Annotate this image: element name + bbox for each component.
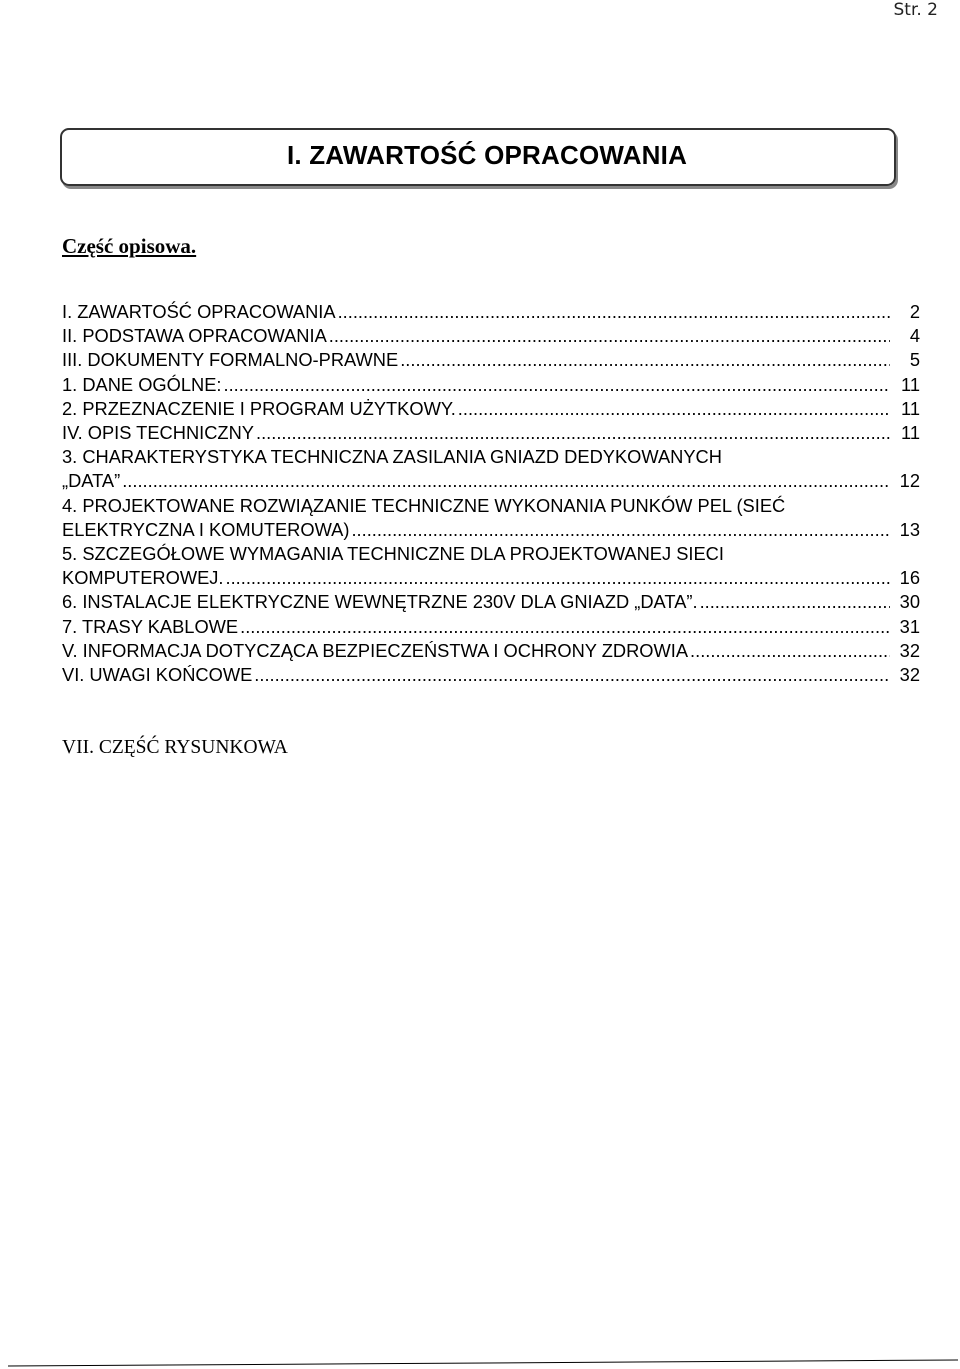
toc-page-number: 11 <box>901 397 920 419</box>
toc-entry-title: „DATA” <box>62 470 121 492</box>
toc-entry-title: 5. SZCZEGÓŁOWE WYMAGANIA TECHNICZNE DLA PROJEKTOWANEJ SIECI <box>62 543 724 565</box>
toc-entry-title: 7. TRASY KABLOWE <box>62 615 239 637</box>
toc-entry-title: IV. OPIS TECHNICZNY <box>62 422 254 444</box>
toc-entry-title: V. INFORMACJA DOTYCZĄCA BEZPIECZEŃSTWA I OCHRONY ZDROWIA <box>62 639 689 661</box>
toc-leader-dots <box>400 348 890 372</box>
toc-entry-title: III. DOKUMENTY FORMALNO-PRAWNE <box>62 349 399 371</box>
toc-page-number: 30 <box>899 591 920 613</box>
toc-leader-dots <box>254 663 890 687</box>
toc-entry[interactable] <box>62 494 920 542</box>
descriptive-part-heading: Część opisowa. <box>62 234 197 258</box>
toc-entry-title: 2. PRZEZNACZENIE I PROGRAM UŻYTKOWY. <box>62 397 456 419</box>
toc-page-number: 5 <box>909 349 920 371</box>
toc-page-number: 11 <box>901 422 920 444</box>
toc-leader-dots <box>122 469 890 493</box>
toc-entry[interactable] <box>62 421 920 445</box>
toc-leader-dots <box>338 300 890 324</box>
toc-page-number: 2 <box>909 301 920 322</box>
toc-entry[interactable] <box>62 590 920 614</box>
toc-page-number: 32 <box>899 639 920 661</box>
toc-entry[interactable] <box>62 397 920 421</box>
toc-leader-dots <box>226 566 891 590</box>
toc-leader-dots <box>224 373 891 397</box>
drawing-part-heading: VII. CZĘŚĆ RYSUNKOWA <box>62 737 288 758</box>
toc-page-number: 4 <box>909 325 920 347</box>
toc-entry-title: I. ZAWARTOŚĆ OPRACOWANIA <box>62 301 336 322</box>
table-of-contents <box>62 300 920 687</box>
toc-entry[interactable] <box>62 542 920 590</box>
toc-entry[interactable] <box>62 445 920 493</box>
toc-leader-dots <box>240 615 890 639</box>
toc-leader-dots <box>458 397 890 421</box>
toc-page-number: 11 <box>901 373 920 395</box>
toc-entry[interactable] <box>62 373 920 397</box>
toc-entry-title: 1. DANE OGÓLNE: <box>62 373 222 395</box>
toc-entry[interactable] <box>62 615 920 639</box>
toc-page-number: 31 <box>899 615 920 637</box>
toc-leader-dots <box>256 421 890 445</box>
toc-entry-title: 3. CHARAKTERYSTYKA TECHNICZNA ZASILANIA GNIAZD DEDYKOWANYCH <box>62 446 722 468</box>
toc-entry-title: 4. PROJEKTOWANE ROZWIĄZANIE TECHNICZNE WYKONANIA PUNKÓW PEL (SIEĆ <box>62 494 786 516</box>
toc-leader-dots <box>351 518 890 542</box>
toc-entry-title: VI. UWAGI KOŃCOWE <box>62 664 253 686</box>
toc-entry[interactable] <box>62 348 920 372</box>
toc-entry-title: KOMPUTEROWEJ. <box>62 567 224 589</box>
toc-entry[interactable] <box>62 639 920 663</box>
toc-page-number: 32 <box>899 664 920 686</box>
toc-entry-title: ELEKTRYCZNA I KOMUTEROWA) <box>62 518 350 540</box>
toc-entry-title: 6. INSTALACJE ELEKTRYCZNE WEWNĘTRZNE 230V DLA GNIAZD „DATA”. <box>62 591 698 613</box>
toc-page-number: 16 <box>899 567 920 589</box>
page-number: Str. 2 <box>893 0 938 20</box>
page-title: I. ZAWARTOŚĆ OPRACOWANIA <box>286 140 688 170</box>
bottom-rule <box>0 1358 960 1368</box>
toc-entry[interactable] <box>62 300 920 324</box>
toc-entry-title: II. PODSTAWA OPRACOWANIA <box>62 325 327 347</box>
toc-page-number: 12 <box>899 470 920 492</box>
toc-leader-dots <box>700 590 890 614</box>
toc-entry[interactable] <box>62 663 920 687</box>
toc-leader-dots <box>329 324 890 348</box>
toc-page-number: 13 <box>899 518 920 540</box>
toc-leader-dots <box>690 639 890 663</box>
toc-entry[interactable] <box>62 324 920 348</box>
title-box <box>60 128 896 186</box>
